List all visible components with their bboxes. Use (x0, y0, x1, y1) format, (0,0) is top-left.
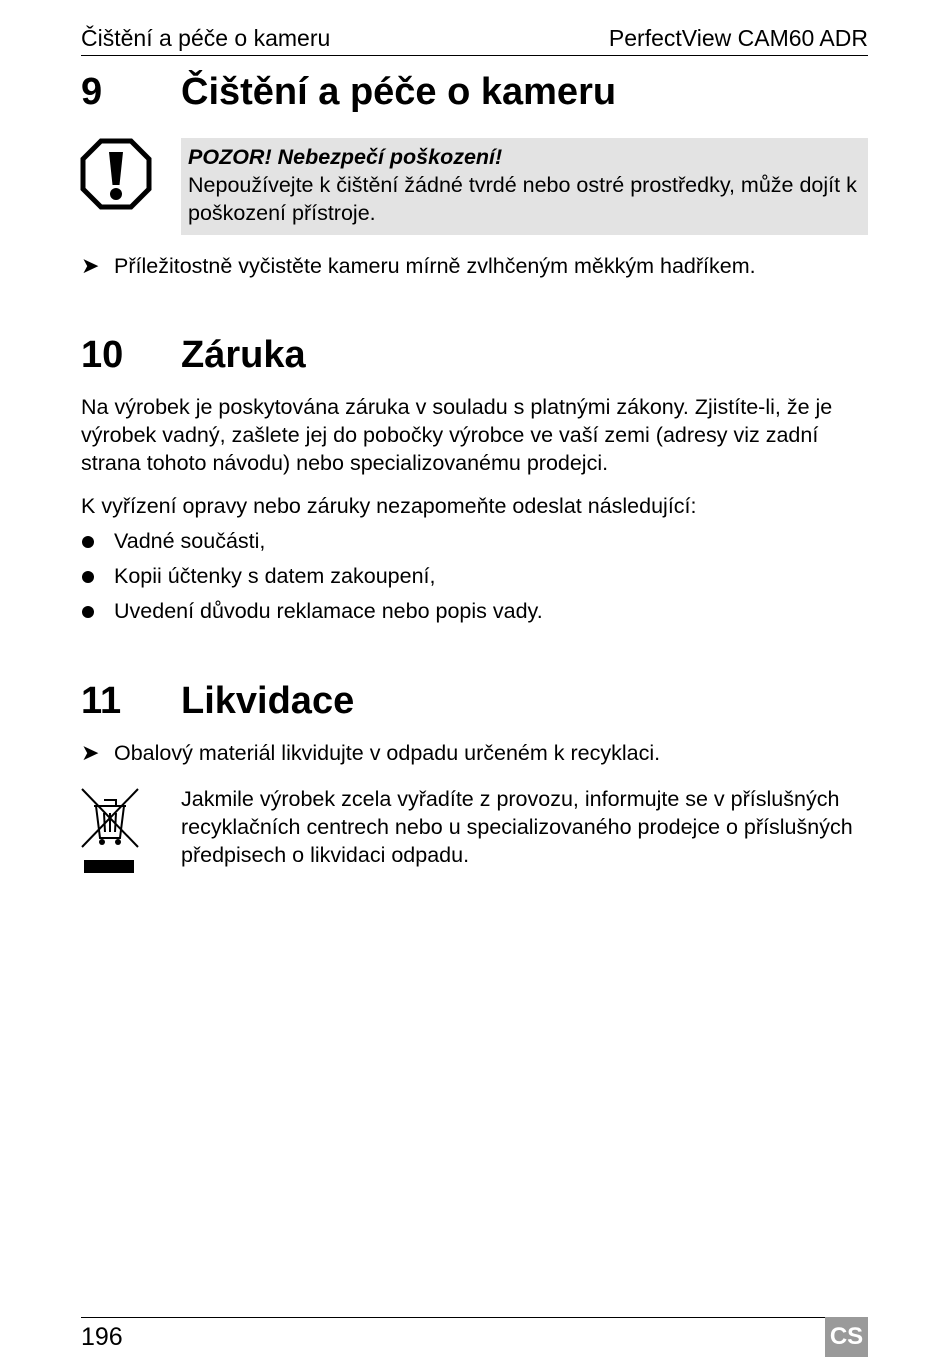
section-10-title: Záruka (181, 334, 306, 376)
language-badge: CS (825, 1317, 868, 1357)
list-item: Vadné součásti, (114, 529, 266, 553)
bullet-icon (82, 571, 94, 583)
warning-box (181, 138, 868, 235)
section-9-number: 9 (81, 71, 103, 113)
running-header-right: PerfectView CAM60 ADR (608, 25, 868, 51)
running-header-left: Čištění a péče o kameru (81, 25, 331, 51)
section-11-title: Likvidace (181, 680, 355, 722)
instruction-arrow-icon: ➤ (81, 253, 100, 278)
warranty-paragraph: Na výrobek je poskytována záruka v souladu s platnými zákony. Zjistíte-li, že je výrobek vadný, zašlete jej do pobočky výrobce ve vaší zemi (adresy viz zadní strana tohoto návodu) nebo specializovanému prodejci. (81, 395, 833, 475)
list-item: Kopii účtenky s datem zakoupení, (114, 564, 436, 588)
weee-disposal-text: Jakmile výrobek zcela vyřadíte z provozu, informujte se v příslušných recyklačních centrech nebo u specializovaného prodejce o příslušných předpisech o likvidaci odpadu. (181, 787, 853, 867)
cleaning-instruction: Příležitostně vyčistěte kameru mírně zvlhčeným měkkým hadříkem. (114, 254, 756, 278)
disposal-instruction: Obalový materiál likvidujte v odpadu určeném k recyklaci. (114, 741, 661, 765)
instruction-arrow-icon: ➤ (81, 740, 100, 765)
section-11-number: 11 (81, 680, 122, 722)
section-9-title: Čištění a péče o kameru (181, 71, 617, 113)
footer-rule (81, 1317, 868, 1318)
warning-title: POZOR! Nebezpečí poškození! (188, 145, 503, 169)
header-rule (81, 55, 868, 56)
warning-text: Nepoužívejte k čištění žádné tvrdé nebo ostré prostředky, může dojít k poškození přístroje. (188, 173, 857, 225)
warning-exclamation-octagon-icon (80, 138, 152, 210)
bullet-icon (82, 606, 94, 618)
bullet-icon (82, 536, 94, 548)
list-item: Uvedení důvodu reklamace nebo popis vady. (114, 599, 543, 623)
warranty-instructions: K vyřízení opravy nebo záruky nezapomeňte odeslat následující: (81, 494, 697, 518)
page-number: 196 (81, 1323, 123, 1351)
section-10-number: 10 (81, 334, 124, 376)
crossed-out-wheelie-bin-icon (80, 786, 140, 876)
